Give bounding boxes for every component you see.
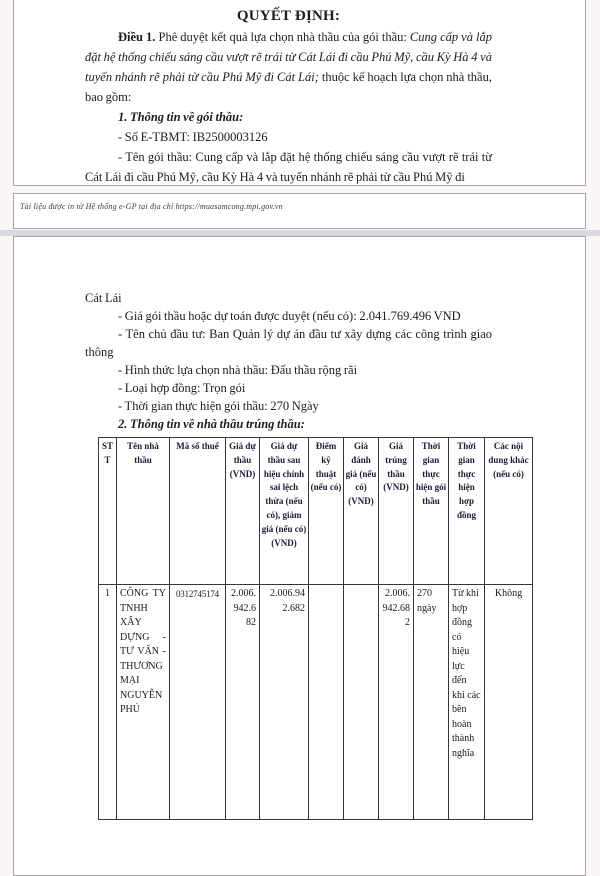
col-bid-price-header: Giá dự thầu (VND) [226, 438, 260, 585]
continuation-line: Cát Lái [85, 291, 122, 305]
contract-type-line: - Loại hợp đồng: Trọn gói [118, 381, 246, 395]
col-package-duration-header: Thời gian thực hiện gói thầu [414, 438, 449, 585]
cell-evaluated-price [344, 585, 379, 820]
cell-contractor-name: CÔNG TY TNHH XÂY DỰNG - TƯ VẤN - THƯƠNG MẠI NGUYỄN PHÚ [117, 585, 170, 820]
contractor-row [99, 585, 533, 820]
egp-print-note: Tài liệu được in từ Hệ thống e-GP tại địa chỉ https://muasamcong.mpi.gov.vn [20, 202, 283, 211]
page-footer-sheet [13, 193, 586, 229]
winning-contractor-table [98, 437, 533, 820]
section-1-heading: 1. Thông tin về gói thầu: [118, 110, 244, 124]
col-stt-header: STT [99, 438, 117, 585]
decision-heading: QUYẾT ĐỊNH: [236, 8, 341, 24]
etbmt-number-line: - Số E-TBMT: IB2500003126 [118, 130, 268, 144]
cell-bid-price: 2.006.942.682 [226, 585, 260, 820]
article-1-label: Điều 1. [118, 30, 156, 44]
cell-corrected-bid-price: 2.006.942.682 [260, 585, 309, 820]
page-1-sheet [13, 0, 586, 186]
cell-package-duration: 270 ngày [414, 585, 449, 820]
cell-technical-score [309, 585, 344, 820]
investor-line: - Tên chủ đầu tư: Ban Quản lý dự án đầu tư xây dựng các công trình giao thông [85, 327, 492, 359]
cell-other-contents: Không [485, 585, 533, 820]
article-1-text-before: Phê duyệt kết quả lựa chọn nhà thầu của gói thầu: [155, 30, 410, 44]
section-2-heading: 2. Thông tin về nhà thầu trúng thầu: [118, 417, 305, 431]
duration-line: - Thời gian thực hiện gói thầu: 270 Ngày [118, 399, 319, 413]
page-2-text-block [85, 289, 492, 433]
cell-winning-price: 2.006.942.682 [379, 585, 414, 820]
col-winning-price-header: Giá trúng thầu (VND) [379, 438, 414, 585]
package-name-italic: Cung cấp và lắp đặt hệ thống chiếu sáng cầu vượt rẽ trái từ Cát Lái đi cầu Phú Mỹ, cầu Kỳ Hà 4 và tuyến nhánh rẽ phải từ cầu Phú Mỹ đi Cát Lái; [85, 30, 492, 84]
article-1-text-after: thuộc kế hoạch lựa chọn nhà thầu, bao gồm: [85, 70, 492, 104]
col-evaluated-price-header: Giá đánh giá (nếu có) (VND) [344, 438, 379, 585]
cell-contract-duration: Từ khi hợp đồng có hiệu lực đến khi các bên hoàn thành nghĩa [449, 585, 485, 820]
col-other-contents-header: Các nội dung khác (nếu có) [485, 438, 533, 585]
page-2-sheet [13, 236, 586, 876]
selection-method-line: - Hình thức lựa chọn nhà thầu: Đấu thầu rộng rãi [118, 363, 358, 377]
package-price-line: - Giá gói thầu hoặc dự toán được duyệt (nếu có): 2.041.769.496 VND [118, 309, 461, 323]
table-header-row [99, 438, 533, 585]
cell-stt: 1 [99, 585, 117, 820]
col-technical-score-header: Điểm kỹ thuật (nếu có) [309, 438, 344, 585]
page-1-text-block [85, 6, 492, 186]
col-contract-duration-header: Thời gian thực hiện hợp đồng [449, 438, 485, 585]
col-corrected-bid-price-header: Giá dự thầu sau hiệu chỉnh sai lệch thừa (nếu có), giảm giá (nếu có) (VND) [260, 438, 309, 585]
package-name-line: - Tên gói thầu: Cung cấp và lắp đặt hệ thống chiếu sáng cầu vượt rẽ trái từ Cát Lái đi cầu Phú Mỹ, cầu Kỳ Hà 4 và tuyến nhánh rẽ phải từ cầu Phú Mỹ đi [85, 150, 492, 184]
cell-tax-code: 0312745174 [170, 585, 226, 820]
col-contractor-name-header: Tên nhà thầu [117, 438, 170, 585]
article-1-paragraph [85, 27, 492, 107]
col-tax-code-header: Mã số thuế [170, 438, 226, 585]
